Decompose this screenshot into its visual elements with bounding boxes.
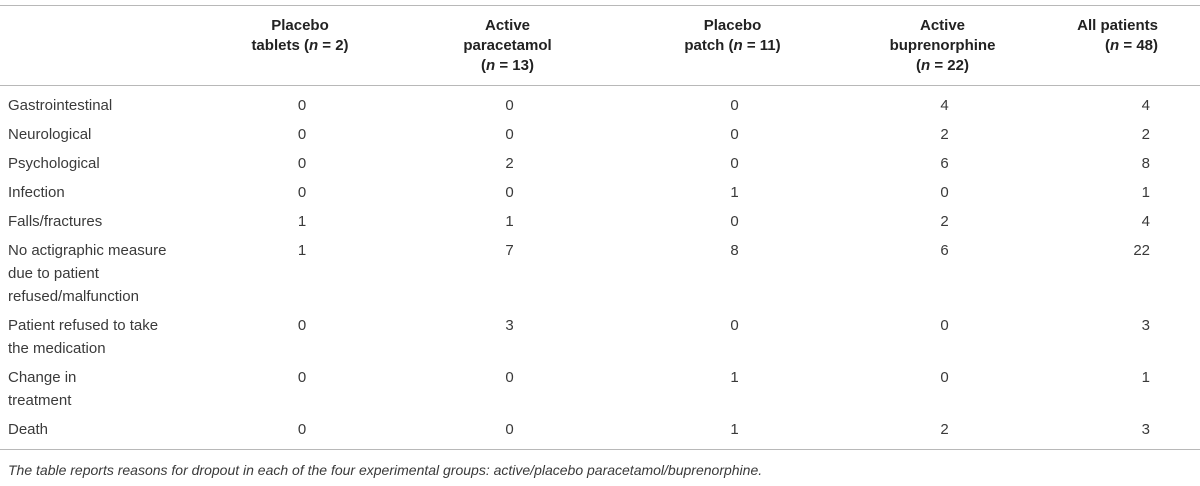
table-cell: 8 xyxy=(730,242,739,259)
table-cell: 0 xyxy=(505,184,514,201)
table-cell: 7 xyxy=(505,242,514,259)
table-cell: 1 xyxy=(505,213,514,230)
table-row xyxy=(0,178,1200,207)
table-row xyxy=(0,86,1200,121)
table-cell: 4 xyxy=(1141,97,1150,114)
table-row xyxy=(0,120,1200,149)
table-cell: 0 xyxy=(297,369,307,386)
header-active-paracetamol xyxy=(385,6,630,86)
header-line: paracetamol xyxy=(463,37,552,54)
table-cell: 0 xyxy=(215,415,385,450)
table-row xyxy=(0,207,1200,236)
table-cell: 0 xyxy=(505,369,514,386)
row-label: No actigraphic measure due to patient refused/malfunction xyxy=(8,242,167,305)
row-label: Death xyxy=(0,415,215,450)
table-cell: 0 xyxy=(505,126,514,143)
table-row xyxy=(0,363,1200,415)
table-cell: 0 xyxy=(385,415,630,450)
table-cell: 1 xyxy=(730,184,739,201)
table-cell: 0 xyxy=(730,317,739,334)
header-line: Placebo xyxy=(703,17,762,34)
table-cell: 2 xyxy=(835,415,1050,450)
header-line: (n = 22) xyxy=(916,57,969,74)
table-cell: 3 xyxy=(505,317,514,334)
header-line: Placebo xyxy=(271,17,329,34)
header-active-buprenorphine xyxy=(835,6,1050,86)
table-footnote: The table reports reasons for dropout in each of the four experimental groups: active/placebo paracetamol/buprenorphine. xyxy=(8,462,763,478)
table-cell: 2 xyxy=(1141,126,1150,143)
header-line: (n = 13) xyxy=(481,57,534,74)
row-label: Change in treatment xyxy=(8,369,77,409)
table-cell: 0 xyxy=(297,184,307,201)
header-line: buprenorphine xyxy=(889,37,996,54)
table-cell: 1 xyxy=(630,415,835,450)
table-cell: 2 xyxy=(940,213,949,230)
dropout-table-container xyxy=(0,5,1200,450)
row-label: Infection xyxy=(8,184,65,201)
header-placebo-patch xyxy=(630,6,835,86)
table-cell: 0 xyxy=(940,184,949,201)
table-cell: 0 xyxy=(730,213,739,230)
table-cell: 3 xyxy=(1050,415,1200,450)
table-cell: 0 xyxy=(730,155,739,172)
header-line: Active xyxy=(919,17,966,34)
header-line: patch (n = 11) xyxy=(684,37,781,54)
table-cell: 2 xyxy=(940,126,949,143)
table-row xyxy=(0,311,1200,363)
table-cell: 2 xyxy=(505,155,514,172)
table-cell: 4 xyxy=(1141,213,1150,230)
table-cell: 1 xyxy=(1141,369,1150,386)
table-cell: 8 xyxy=(1141,155,1150,172)
row-label: Patient refused to take the medication xyxy=(8,317,159,357)
table-cell: 6 xyxy=(940,242,949,259)
header-line: Active xyxy=(484,17,531,34)
dropout-table xyxy=(0,5,1200,450)
header-all-patients xyxy=(1050,6,1200,86)
row-label: Gastrointestinal xyxy=(8,97,113,114)
table-row xyxy=(0,149,1200,178)
header-stub xyxy=(0,6,215,86)
table-cell: 6 xyxy=(940,155,949,172)
table-cell: 0 xyxy=(297,126,307,143)
table-cell: 4 xyxy=(940,97,949,114)
header-line: tablets (n = 2) xyxy=(251,37,349,54)
table-cell: 0 xyxy=(730,126,739,143)
row-label: Falls/fractures xyxy=(8,213,103,230)
table-row xyxy=(0,236,1200,311)
table-cell: 0 xyxy=(940,317,949,334)
table-cell: 3 xyxy=(1141,317,1150,334)
header-line: (n = 48) xyxy=(1105,37,1158,54)
header-row xyxy=(0,6,1200,86)
table-cell: 1 xyxy=(730,369,739,386)
row-label: Neurological xyxy=(8,126,92,143)
table-cell: 1 xyxy=(297,242,307,259)
table-cell: 0 xyxy=(505,97,514,114)
table-cell: 0 xyxy=(297,97,307,114)
table-cell: 0 xyxy=(297,317,307,334)
header-line: All patients xyxy=(1077,17,1158,34)
table-cell: 0 xyxy=(940,369,949,386)
table-cell: 1 xyxy=(1141,184,1150,201)
table-cell: 22 xyxy=(1133,242,1150,259)
header-placebo-tablets xyxy=(215,6,385,86)
row-label: Psychological xyxy=(8,155,100,172)
table-cell: 0 xyxy=(297,155,307,172)
table-cell: 0 xyxy=(730,97,739,114)
table-cell: 1 xyxy=(297,213,307,230)
table-row xyxy=(0,415,1200,450)
